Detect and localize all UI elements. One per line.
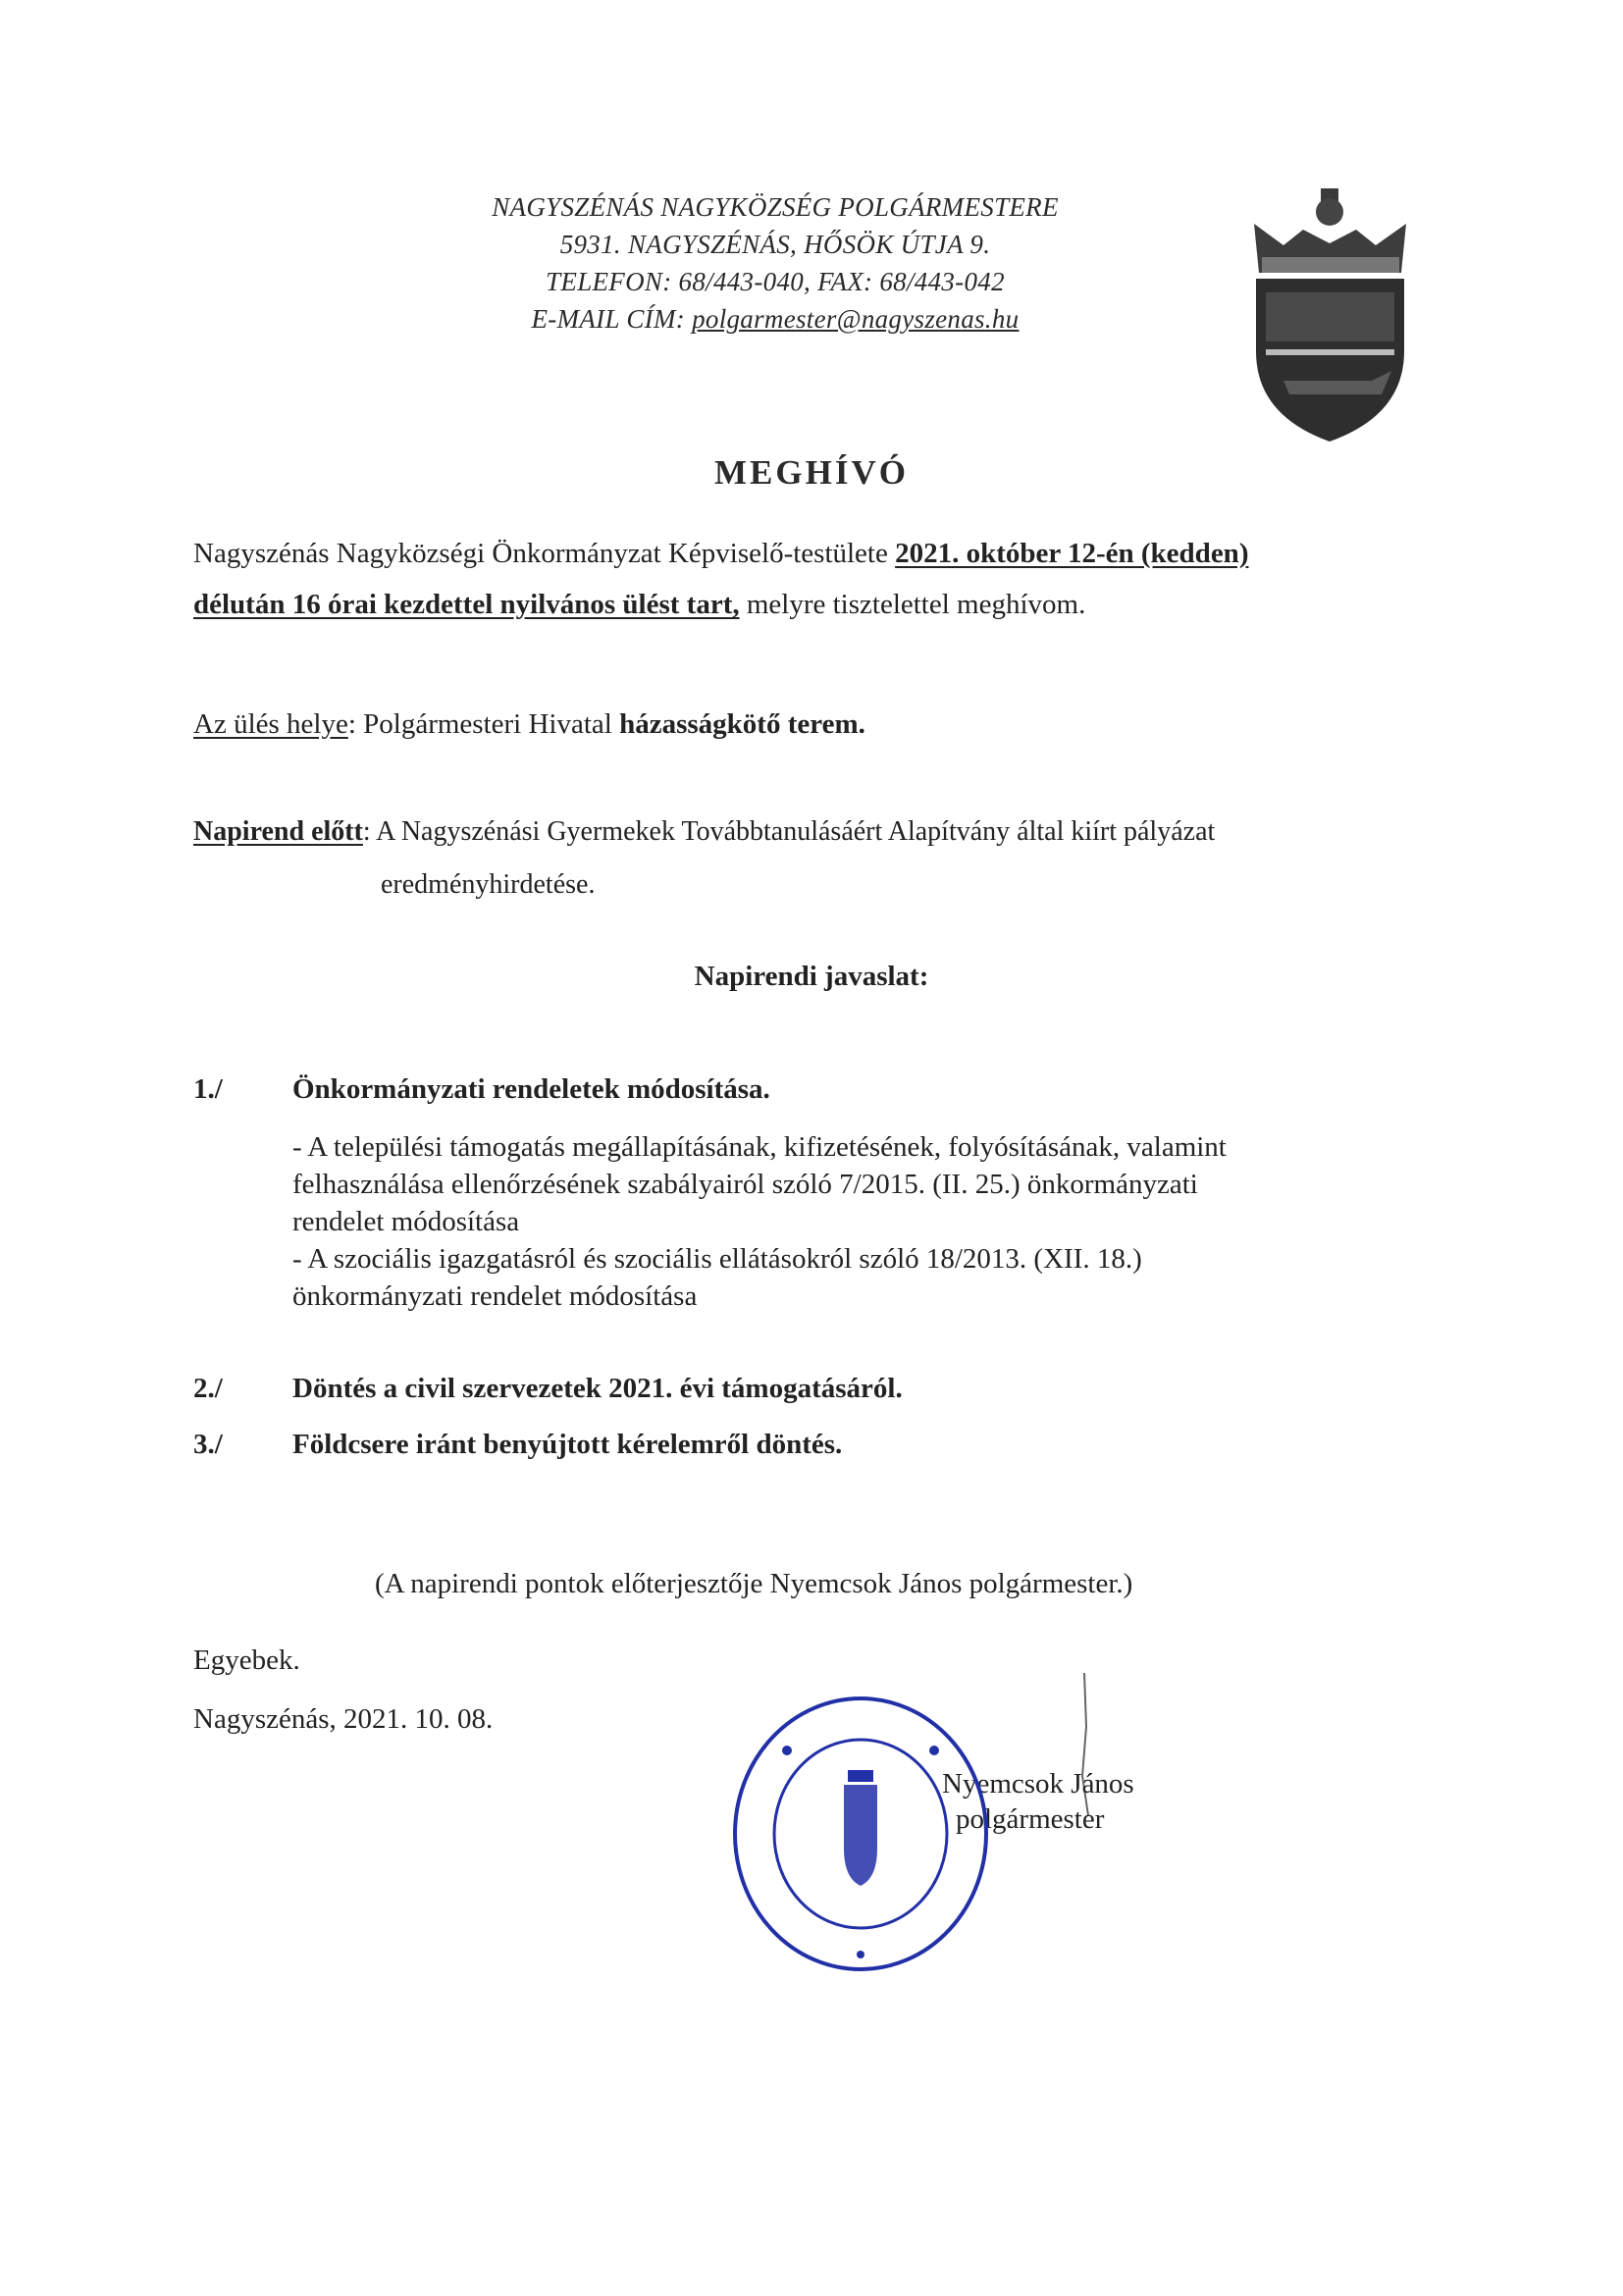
meeting-date: 2021. október 12-én (kedden)	[895, 538, 1249, 569]
pre-agenda-line-2: eredményhirdetése.	[381, 869, 596, 900]
agenda-heading: Napirendi javaslat:	[694, 961, 929, 992]
meeting-time: délután 16 órai kezdettel nyilvános ülést tart,	[193, 589, 740, 620]
agenda-item-1-detail: - A települési támogatás megállapításának, kifizetésének, folyósításának, valamint	[292, 1131, 1227, 1163]
letterhead	[334, 188, 1217, 338]
pre-agenda-text: : A Nagyszénási Gyermekek Továbbtanulásáért Alapítvány által kiírt pályázat	[362, 816, 1216, 847]
venue-text: : Polgármesteri Hivatal	[347, 708, 620, 740]
agenda-item-2-number: 2./	[193, 1373, 223, 1404]
coat-of-arms-icon	[1244, 184, 1416, 449]
venue-place: házasságkötő terem.	[619, 708, 865, 740]
agenda-item-1-details	[292, 1128, 1227, 1315]
signatory-name: Nyemcsok János	[942, 1768, 1134, 1800]
signatory-role: polgármester	[956, 1803, 1105, 1835]
document-title: MEGHÍVÓ	[714, 453, 909, 492]
pre-agenda-line-1	[193, 812, 1215, 852]
intro-line-1	[193, 534, 1248, 573]
agenda-item-3-title: Földcsere iránt benyújtott kérelemről döntés.	[292, 1429, 843, 1460]
place-date: Nagyszénás, 2021. 10. 08.	[193, 1703, 494, 1735]
agenda-item-1-detail: - A szociális igazgatásról és szociális ellátásokról szóló 18/2013. (XII. 18.)	[292, 1243, 1142, 1275]
header-line-3: TELEFON: 68/443-040, FAX: 68/443-042	[546, 267, 1005, 296]
agenda-item-1-detail: rendelet módosítása	[292, 1206, 520, 1237]
agenda-item-1-detail: önkormányzati rendelet módosítása	[292, 1280, 698, 1312]
venue-label: Az ülés helye	[193, 708, 348, 740]
intro-closing: melyre tisztelettel meghívom.	[739, 589, 1086, 620]
venue-line	[193, 704, 865, 744]
intro-line-2	[193, 585, 1085, 624]
header-line-2: 5931. NAGYSZÉNÁS, HŐSÖK ÚTJA 9.	[559, 230, 991, 259]
agenda-item-1-detail: felhasználása ellenőrzésének szabályairól szóló 7/2015. (II. 25.) önkormányzati	[292, 1169, 1198, 1200]
official-stamp	[728, 1692, 993, 1976]
agenda-item-3-number: 3./	[193, 1429, 223, 1460]
agenda-item-1-title: Önkormányzati rendeletek módosítása.	[292, 1073, 770, 1105]
header-line-4	[334, 300, 1217, 338]
email-link[interactable]: polgarmester@nagyszenas.hu	[692, 304, 1020, 334]
header-line-1: NAGYSZÉNÁS NAGYKÖZSÉG POLGÁRMESTERE	[492, 192, 1059, 222]
pre-agenda-label: Napirend előtt	[193, 816, 363, 847]
other-items: Egyebek.	[193, 1644, 300, 1676]
email-label: E-MAIL CÍM:	[531, 304, 693, 334]
presenter-note: (A napirendi pontok előterjesztője Nyemcsok János polgármester.)	[375, 1568, 1133, 1599]
agenda-item-2-title: Döntés a civil szervezetek 2021. évi támogatásáról.	[292, 1373, 903, 1404]
agenda-item-1-number: 1./	[193, 1073, 223, 1105]
intro-text: Nagyszénás Nagyközségi Önkormányzat Képviselő-testülete	[193, 538, 896, 569]
